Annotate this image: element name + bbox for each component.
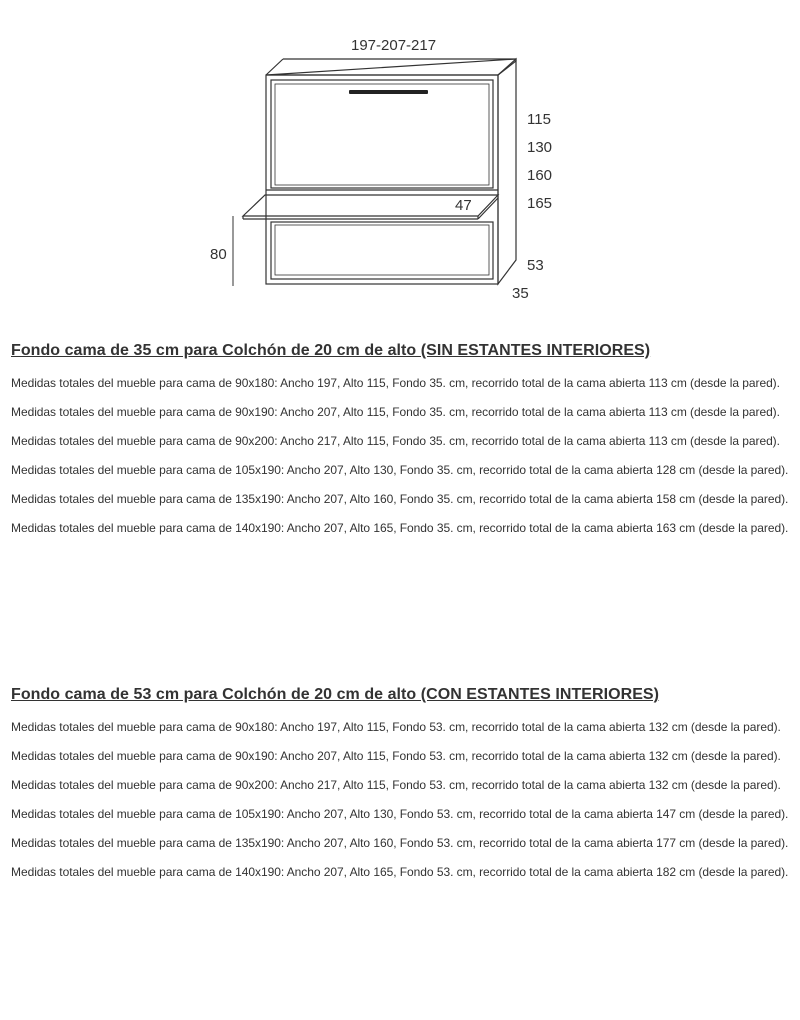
lower-panel (271, 222, 493, 279)
desk-depth-label: 47 (455, 197, 472, 214)
list-item: Medidas totales del mueble para cama de 140x190: Ancho 207, Alto 165, Fondo 53. cm, recorrido total de la cama abierta 182 cm (desde la pared). (11, 865, 789, 879)
cabinet-side (498, 59, 516, 284)
furniture-diagram (0, 0, 800, 320)
desk-height-label: 80 (210, 246, 227, 263)
section-title: Fondo cama de 35 cm para Colchón de 20 cm de alto (SIN ESTANTES INTERIORES) (11, 342, 651, 359)
list-item: Medidas totales del mueble para cama de 105x190: Ancho 207, Alto 130, Fondo 53. cm, recorrido total de la cama abierta 147 cm (desde la pared). (11, 807, 789, 821)
height-label-160: 160 (527, 167, 553, 184)
list-item: Medidas totales del mueble para cama de 135x190: Ancho 207, Alto 160, Fondo 53. cm, recorrido total de la cama abierta 177 cm (desde la pared). (11, 836, 789, 850)
list-item: Medidas totales del mueble para cama de 90x190: Ancho 207, Alto 115, Fondo 53. cm, recorrido total de la cama abierta 132 cm (desde la pared). (11, 749, 781, 763)
section-title: Fondo cama de 53 cm para Colchón de 20 cm de alto (CON ESTANTES INTERIORES) (11, 686, 660, 703)
list-item: Medidas totales del mueble para cama de 135x190: Ancho 207, Alto 160, Fondo 35. cm, recorrido total de la cama abierta 158 cm (desde la pared). (11, 492, 789, 506)
list-item: Medidas totales del mueble para cama de 90x180: Ancho 197, Alto 115, Fondo 53. cm, recorrido total de la cama abierta 132 cm (desde la pared). (11, 720, 781, 734)
depth-label-53: 53 (527, 257, 544, 274)
section-sin-estantes (11, 341, 791, 550)
upper-panel (271, 80, 493, 188)
handle (349, 90, 428, 94)
height-label-130: 130 (527, 139, 553, 156)
cabinet-top (266, 59, 516, 75)
list-item: Medidas totales del mueble para cama de 90x180: Ancho 197, Alto 115, Fondo 35. cm, recorrido total de la cama abierta 113 cm (desde la pared). (11, 376, 780, 390)
width-label: 197-207-217 (351, 37, 437, 54)
cabinet-front (266, 75, 498, 284)
list-item: Medidas totales del mueble para cama de 105x190: Ancho 207, Alto 130, Fondo 35. cm, recorrido total de la cama abierta 128 cm (desde la pared). (11, 463, 789, 477)
section-con-estantes (11, 685, 791, 894)
height-label-165: 165 (527, 195, 553, 212)
list-item: Medidas totales del mueble para cama de 90x190: Ancho 207, Alto 115, Fondo 35. cm, recorrido total de la cama abierta 113 cm (desde la pared). (11, 405, 780, 419)
height-label-115: 115 (527, 111, 551, 128)
list-item: Medidas totales del mueble para cama de 140x190: Ancho 207, Alto 165, Fondo 35. cm, recorrido total de la cama abierta 163 cm (desde la pared). (11, 521, 789, 535)
list-item: Medidas totales del mueble para cama de 90x200: Ancho 217, Alto 115, Fondo 35. cm, recorrido total de la cama abierta 113 cm (desde la pared). (11, 434, 780, 448)
list-item: Medidas totales del mueble para cama de 90x200: Ancho 217, Alto 115, Fondo 53. cm, recorrido total de la cama abierta 132 cm (desde la pared). (11, 778, 781, 792)
depth-label-35: 35 (512, 285, 529, 302)
